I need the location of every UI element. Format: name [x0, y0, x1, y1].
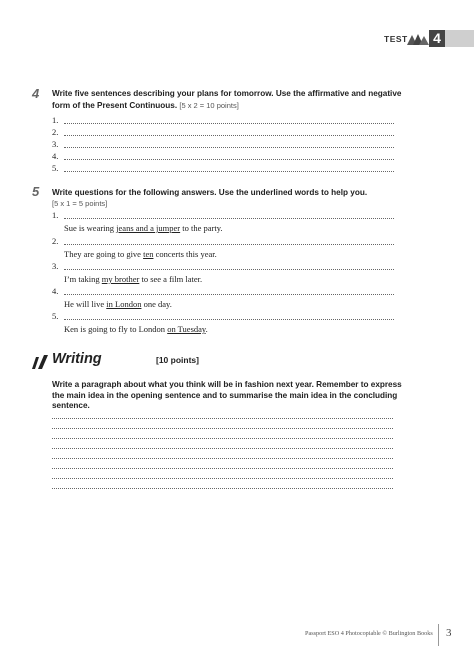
pencil-icon [32, 355, 48, 369]
underlined-word: jeans and a jumper [116, 223, 181, 233]
answer-line[interactable]: 3. [52, 139, 394, 150]
writing-line[interactable] [52, 488, 393, 489]
answer-line[interactable]: 1. [52, 115, 394, 126]
exercise-4-points: [5 x 2 = 10 points] [179, 101, 239, 110]
underlined-word: my brother [101, 274, 140, 284]
writing-line[interactable] [52, 428, 393, 429]
given-answer: He will live in London one day. [64, 299, 172, 309]
writing-points: [10 points] [156, 355, 199, 365]
given-answer: Ken is going to fly to London on Tuesday. [64, 324, 208, 334]
exercise-5-instruction: Write questions for the following answers. Use the underlined words to help you. [52, 188, 368, 197]
answer-line[interactable]: 4. [52, 286, 394, 297]
writing-title: Writing [52, 351, 102, 367]
answer-line[interactable]: 2. [52, 236, 394, 247]
given-answer: They are going to give ten concerts this year. [64, 249, 217, 259]
header-bar [445, 30, 474, 47]
exercise-4-instruction [52, 88, 402, 112]
writing-line[interactable] [52, 448, 393, 449]
answer-line[interactable]: 4. [52, 151, 394, 162]
answer-line[interactable]: 5. [52, 311, 394, 322]
answer-line[interactable]: 1. [52, 210, 394, 221]
writing-line[interactable] [52, 468, 393, 469]
given-answer: Sue is wearing jeans and a jumper to the party. [64, 223, 223, 233]
answer-line[interactable]: 3. [52, 261, 394, 272]
given-answer: I’m taking my brother to see a film later. [64, 274, 203, 284]
writing-line[interactable] [52, 478, 393, 479]
writing-instruction: Write a paragraph about what you think will be in fashion next year. Remember to express the main idea in the opening sentence and to summarise the main idea in the concluding sentence. [52, 380, 402, 410]
writing-line[interactable] [52, 458, 393, 459]
footer-divider [438, 624, 439, 646]
exercise-4-number: 4 [32, 86, 40, 101]
exercise-5-number: 5 [32, 184, 40, 199]
exercise-4-instruction-text: Write five sentences describing your plans for tomorrow. Use the affirmative and negative form of the Present Continuous. [52, 89, 402, 110]
writing-line[interactable] [52, 438, 393, 439]
writing-line[interactable] [52, 418, 393, 419]
mountain-logo-icon [407, 33, 429, 45]
answer-line[interactable]: 5. [52, 163, 394, 174]
underlined-word: ten [143, 249, 154, 259]
underlined-word: in London [106, 299, 142, 309]
page-number: 3 [446, 627, 452, 639]
test-label: TEST [384, 34, 408, 44]
answer-line[interactable]: 2. [52, 127, 394, 138]
footer-credit: Passport ESO 4 Photocopiable © Burlington Books [305, 630, 433, 637]
exercise-5-points: [5 x 1 = 5 points] [52, 199, 108, 208]
test-number-badge: 4 [429, 30, 445, 47]
underlined-word: on Tuesday [167, 324, 206, 334]
